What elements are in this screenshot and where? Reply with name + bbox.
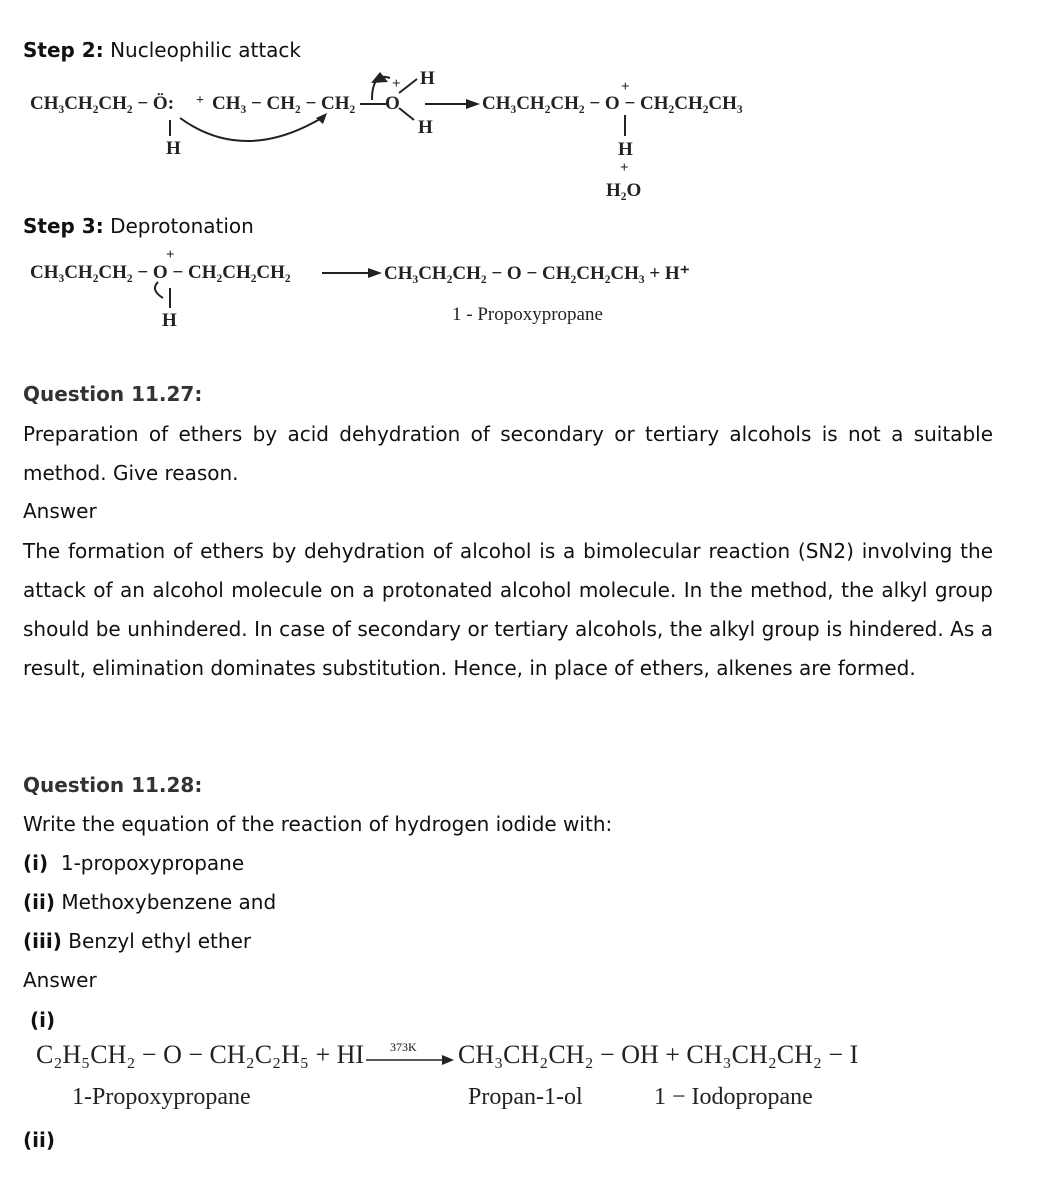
q28-part-ii-label: (ii) [23, 1128, 55, 1152]
step2-reactant2-h-top: H [420, 68, 435, 89]
step3-reactant-h: H [162, 310, 177, 331]
step2-title: Nucleophilic attack [110, 38, 301, 62]
q28-item-text: 1-propoxypropane [60, 851, 245, 875]
q28-item-text: Methoxybenzene and [61, 890, 277, 914]
step2-byproduct-plus: + [620, 160, 629, 176]
q27-question: Preparation of ethers by acid dehydration of secondary or tertiary alcohols is not a suitable method. Give reason. [23, 422, 993, 485]
q28-answer-label: Answer [23, 968, 97, 992]
step2-reactant2: CH₃ − CH₂ − CH₂ [212, 93, 356, 114]
step3-reactant-plus: + [166, 247, 175, 263]
step3-product-name: 1 - Propoxypropane [452, 304, 603, 325]
q28-item-text: Benzyl ethyl ether [68, 929, 252, 953]
q28-item-num: (ii) [23, 890, 55, 914]
q28-part-i-label: (i) [30, 1008, 56, 1032]
q28-product2-name: 1 − Iodopropane [654, 1084, 813, 1110]
step3-reactant: CH₃CH₂CH₂ − O − CH₂CH₂CH₂ [30, 262, 291, 283]
q28-item-num: (iii) [23, 929, 62, 953]
step2-product-h: H [618, 139, 633, 160]
step2-reactant2-plus: + [392, 76, 401, 92]
q27-answer: The formation of ethers by dehydration of alcohol is a bimolecular reaction (SN2) involving the attack of an alcohol molecule on a protonated alcohol molecule. In the method, the alkyl group should be unhindered. In case of secondary or tertiary alcohols, the alkyl group is hindered. As a result, elimination dominates substitution. Hence, in place of ethers, alkenes are formed. [23, 539, 993, 680]
q28-item-num: (i) [23, 851, 49, 875]
q28-eq-reactants: C₂H₅CH₂ − O − CH₂C₂H₅ + HI [36, 1040, 365, 1069]
step2-reactant2-o: O [385, 93, 400, 114]
step2-product: CH₃CH₂CH₂ − O − CH₂CH₂CH₃ [482, 93, 743, 114]
step3-product: CH₃CH₂CH₂ − O − CH₂CH₂CH₃ + H⁺ [384, 263, 690, 284]
step2-reactant2-h-bottom: H [418, 117, 433, 138]
step3-label: Step 3: [23, 214, 104, 238]
step2-label: Step 2: [23, 38, 104, 62]
step2-reactant1: CH₃CH₂CH₂ − Ö: [30, 93, 175, 114]
q28-heading: Question 11.28: [23, 773, 203, 797]
q28-eq-products: CH₃CH₂CH₂ − OH + CH₃CH₂CH₂ − I [458, 1040, 859, 1069]
q28-reactant-name: 1-Propoxypropane [72, 1084, 251, 1110]
q28-product1-name: Propan-1-ol [468, 1084, 583, 1110]
q27-answer-label: Answer [23, 499, 97, 523]
step2-reactant1-h: H [166, 138, 181, 159]
q27-heading: Question 11.27: [23, 382, 203, 406]
step3-title: Deprotonation [110, 214, 254, 238]
step2-product-plus: + [621, 79, 630, 95]
step2-plus: + [196, 93, 204, 108]
q28-eq-condition: 373K [390, 1040, 417, 1054]
step2-byproduct: H₂O [606, 180, 642, 201]
q28-question: Write the equation of the reaction of hydrogen iodide with: [23, 812, 613, 836]
